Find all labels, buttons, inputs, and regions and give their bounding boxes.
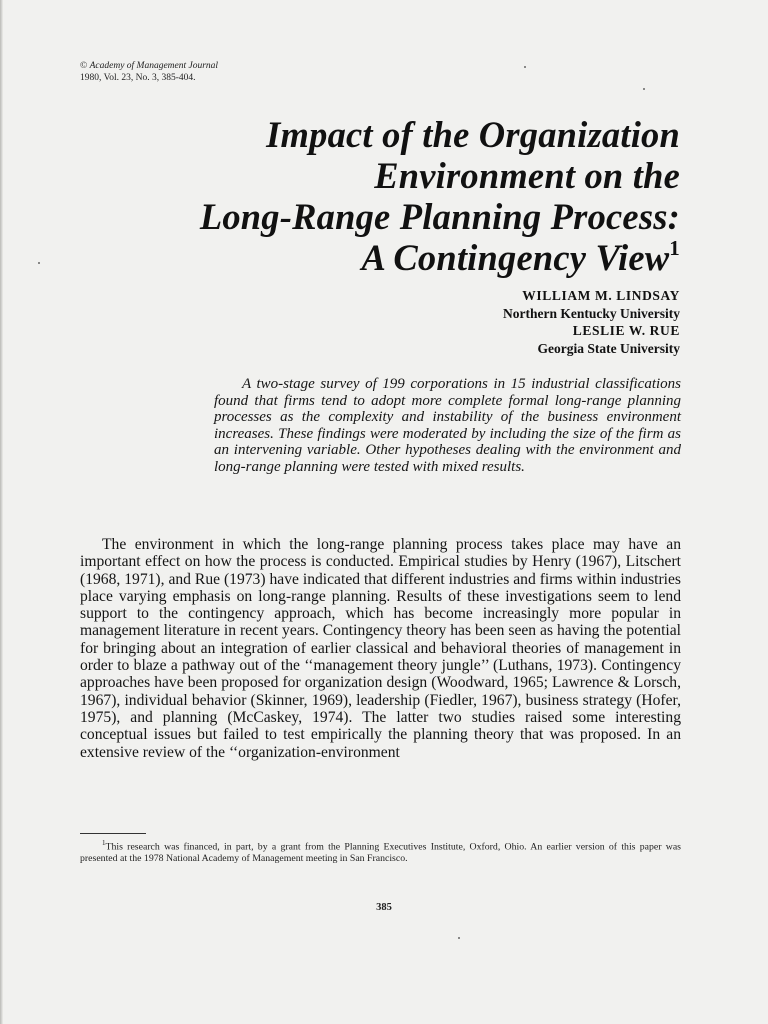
citation-journal-line bbox=[80, 61, 218, 73]
footnote bbox=[80, 838, 681, 865]
scan-speck bbox=[643, 88, 645, 90]
title-line-4-text: A Contingency View bbox=[361, 237, 670, 278]
copyright-mark: © bbox=[80, 61, 88, 71]
title-line-1: Impact of the Organization bbox=[266, 114, 680, 155]
page-edge-shadow bbox=[0, 0, 3, 1024]
title-line-4 bbox=[60, 237, 680, 278]
footnote-paragraph bbox=[80, 838, 681, 865]
body-text bbox=[80, 536, 681, 761]
journal-name: Academy of Management Journal bbox=[89, 61, 219, 71]
footnote-text: This research was financed, in part, by a grant from the Planning Executives Institute, Oxford, Ohio. An earlier version of this paper was presented at the 1978 National Academy of Management meeting in San Francisco. bbox=[80, 841, 681, 865]
abstract-text: A two-stage survey of 199 corporations in 15 industrial classifications found that firms tend to adopt more complete formal long-range planning processes as the complexity and instability of the business environment increases. These findings were moderated by including the size of the firm as an intervening variable. Other hypotheses dealing with the environment and long-range planning were tested with mixed results. bbox=[214, 376, 681, 475]
scan-speck bbox=[458, 937, 460, 939]
scan-speck bbox=[524, 66, 526, 68]
scan-speck bbox=[38, 262, 40, 264]
footnote-marker: 1 bbox=[102, 839, 106, 847]
citation-volume-details: 1980, Vol. 23, No. 3, 385-404. bbox=[80, 72, 196, 83]
author-block bbox=[300, 287, 680, 357]
author-affiliation-1: Northern Kentucky University bbox=[503, 305, 680, 321]
abstract bbox=[214, 376, 681, 475]
article-title bbox=[60, 114, 680, 278]
author-affiliation-2: Georgia State University bbox=[537, 340, 680, 356]
author-name-1: WILLIAM M. LINDSAY bbox=[522, 288, 680, 303]
body-paragraph: The environment in which the long-range planning process takes place may have an important effect on how the process is conducted. Empirical studies by Henry (1967), Litschert (1968, 1971), and Rue (1973) have indicated that different industries and firms within industries place varying emphasis on long-range planning. Results of these investigations seem to lend support to the contingency approach, which has become increasingly more popular in management literature in recent years. Contingency theory has been seen as having the potential for bringing about an integration of earlier classical and behavioral theories of management in order to blaze a pathway out of the ‘‘management theory jungle’’ (Luthans, 1973). Contingency approaches have been proposed for organization design (Woodward, 1965; Lawrence & Lorsch, 1967), individual behavior (Skinner, 1969), leadership (Fiedler, 1967), business strategy (Hofer, 1975), and planning (McCaskey, 1974). The latter two studies raised some interesting conceptual issues but failed to test empirically the planning theory that was proposed. In an extensive review of the ‘‘organization-environment bbox=[80, 536, 681, 761]
footnote-divider bbox=[80, 833, 146, 834]
journal-citation bbox=[80, 61, 218, 84]
author-name-2: LESLIE W. RUE bbox=[572, 323, 680, 338]
title-line-2: Environment on the bbox=[374, 155, 680, 196]
title-footnote-marker: 1 bbox=[669, 235, 680, 260]
page-number: 385 bbox=[376, 902, 392, 913]
title-line-3: Long-Range Planning Process: bbox=[199, 196, 680, 237]
